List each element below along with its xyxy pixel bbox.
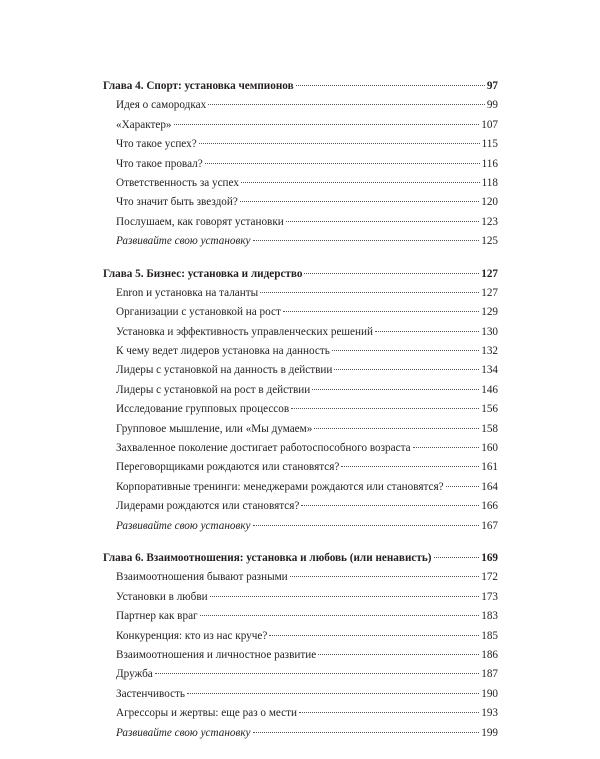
page-number: 125 xyxy=(481,235,498,248)
dot-leader xyxy=(210,596,480,597)
entry-title: Корпоративные тренинги: менеджерами рождаются или становятся? xyxy=(116,480,444,493)
dot-leader xyxy=(375,331,479,332)
page-number: 173 xyxy=(481,590,498,603)
dot-leader xyxy=(332,350,479,351)
page-number: 160 xyxy=(481,442,498,455)
dot-leader xyxy=(253,240,480,241)
toc-entry[interactable] xyxy=(103,138,498,157)
dot-leader xyxy=(304,273,479,274)
dot-leader xyxy=(199,143,480,144)
entry-title: Захваленное поколение достигает работоспособного возраста xyxy=(116,442,411,455)
entry-title: Глава 6. Взаимоотношения: установка и любовь (или ненависть) xyxy=(103,551,432,564)
entry-title: Установки в любви xyxy=(116,590,208,603)
page-number: 199 xyxy=(481,726,498,739)
toc-entry[interactable] xyxy=(103,481,498,500)
dot-leader xyxy=(296,85,485,86)
toc-entry[interactable] xyxy=(103,423,498,442)
toc-entry[interactable] xyxy=(103,649,498,668)
toc-entry[interactable] xyxy=(103,99,498,118)
entry-title: Переговорщиками рождаются или становятся? xyxy=(116,461,340,474)
dot-leader xyxy=(334,369,479,370)
page-number: 116 xyxy=(481,157,498,170)
entry-title: Что значит быть звездой? xyxy=(116,196,238,209)
toc-entry[interactable] xyxy=(103,235,498,254)
toc-entry[interactable] xyxy=(103,688,498,707)
dot-leader xyxy=(283,311,479,312)
entry-title: Взаимоотношения бывают разными xyxy=(116,571,288,584)
page-number: 164 xyxy=(481,480,498,493)
toc-entry[interactable] xyxy=(103,306,498,325)
dot-leader xyxy=(253,525,480,526)
dot-leader xyxy=(240,201,479,202)
entry-title: Конкуренция: кто из нас круче? xyxy=(116,629,268,642)
toc-entry[interactable] xyxy=(103,707,498,726)
entry-title: Идея о самородках xyxy=(116,99,207,112)
entry-title: Агрессоры и жертвы: еще раз о мести xyxy=(116,707,297,720)
page-number: 127 xyxy=(481,286,498,299)
toc-entry[interactable] xyxy=(103,287,498,306)
dot-leader xyxy=(253,732,480,733)
page-number: 190 xyxy=(481,687,498,700)
entry-title: Ответственность за успех xyxy=(116,176,239,189)
dot-leader xyxy=(286,221,479,222)
toc-entry[interactable] xyxy=(103,668,498,687)
entry-title: Застенчивость xyxy=(116,687,186,700)
page-number: 156 xyxy=(481,403,498,416)
entry-title: «Характер» xyxy=(116,118,172,131)
toc-entry[interactable] xyxy=(103,442,498,461)
toc-entry[interactable] xyxy=(103,571,498,590)
toc-entry[interactable] xyxy=(103,119,498,138)
toc-entry[interactable] xyxy=(103,591,498,610)
dot-leader xyxy=(446,486,480,487)
entry-title: Групповое мышление, или «Мы думаем» xyxy=(116,422,313,435)
dot-leader xyxy=(299,712,479,713)
page-number: 115 xyxy=(481,138,498,151)
page-number: 134 xyxy=(481,364,498,377)
toc-entry[interactable] xyxy=(103,610,498,629)
entry-title: Enron и установка на таланты xyxy=(116,286,259,299)
chapter-heading[interactable] xyxy=(103,80,498,99)
toc-entry[interactable] xyxy=(103,326,498,345)
toc-entry[interactable] xyxy=(103,196,498,215)
page-number: 183 xyxy=(481,610,498,623)
entry-title: Исследование групповых процессов xyxy=(116,403,290,416)
page-number: 118 xyxy=(481,176,498,189)
dot-leader xyxy=(174,124,480,125)
dot-leader xyxy=(187,693,479,694)
toc-entry[interactable] xyxy=(103,364,498,383)
entry-title: Организации с установкой на рост xyxy=(116,306,281,319)
chapter-heading[interactable] xyxy=(103,552,498,571)
dot-leader xyxy=(200,615,480,616)
chapter-section xyxy=(103,268,498,539)
dot-leader xyxy=(318,654,479,655)
toc-entry[interactable] xyxy=(103,403,498,422)
page-number: 99 xyxy=(486,99,498,112)
entry-title: Глава 4. Спорт: установка чемпионов xyxy=(103,80,294,92)
page-number: 97 xyxy=(486,80,498,92)
entry-title: Партнер как враг xyxy=(116,610,198,623)
page-number: 120 xyxy=(481,196,498,209)
entry-title: К чему ведет лидеров установка на данность xyxy=(116,345,330,358)
dot-leader xyxy=(260,292,479,293)
page-number: 127 xyxy=(481,267,498,280)
toc-entry[interactable] xyxy=(103,630,498,649)
table-of-contents xyxy=(103,80,498,759)
chapter-heading[interactable] xyxy=(103,268,498,287)
page-number: 132 xyxy=(481,345,498,358)
dot-leader xyxy=(312,389,479,390)
page-number: 161 xyxy=(481,461,498,474)
page-number: 169 xyxy=(481,551,498,564)
page-number: 158 xyxy=(481,422,498,435)
page-number: 166 xyxy=(481,500,498,513)
dot-leader xyxy=(413,447,480,448)
dot-leader xyxy=(205,163,480,164)
dot-leader xyxy=(314,428,479,429)
page-number: 193 xyxy=(481,707,498,720)
toc-entry[interactable] xyxy=(103,384,498,403)
dot-leader xyxy=(291,408,479,409)
entry-title: Развивайте свою установку xyxy=(116,235,251,248)
dot-leader xyxy=(155,673,479,674)
dot-leader xyxy=(241,182,480,183)
toc-entry[interactable] xyxy=(103,216,498,235)
toc-entry[interactable] xyxy=(103,500,498,519)
toc-entry[interactable] xyxy=(103,727,498,746)
entry-title: Взаимоотношения и личностное развитие xyxy=(116,648,317,661)
dot-leader xyxy=(208,104,485,105)
chapter-section xyxy=(103,552,498,746)
entry-title: Дружба xyxy=(116,668,153,681)
dot-leader xyxy=(341,466,479,467)
page-number: 129 xyxy=(481,306,498,319)
entry-title: Лидеры с установкой на данность в действии xyxy=(116,364,333,377)
page-number: 146 xyxy=(481,383,498,396)
entry-title: Развивайте свою установку xyxy=(116,519,251,532)
entry-title: Развивайте свою установку xyxy=(116,726,251,739)
dot-leader xyxy=(434,557,480,558)
page-number: 185 xyxy=(481,629,498,642)
toc-entry[interactable] xyxy=(103,520,498,539)
dot-leader xyxy=(301,505,479,506)
page-number: 186 xyxy=(481,648,498,661)
dot-leader xyxy=(290,576,480,577)
dot-leader xyxy=(269,635,479,636)
toc-entry[interactable] xyxy=(103,345,498,364)
page-number: 167 xyxy=(481,519,498,532)
entry-title: Что такое успех? xyxy=(116,138,197,151)
toc-entry[interactable] xyxy=(103,158,498,177)
page-number: 123 xyxy=(481,215,498,228)
entry-title: Что такое провал? xyxy=(116,157,203,170)
toc-entry[interactable] xyxy=(103,461,498,480)
entry-title: Установка и эффективность управленческих решений xyxy=(116,325,373,338)
page-number: 107 xyxy=(481,118,498,131)
page-number: 187 xyxy=(481,668,498,681)
toc-entry[interactable] xyxy=(103,177,498,196)
entry-title: Послушаем, как говорят установки xyxy=(116,215,284,228)
entry-title: Глава 5. Бизнес: установка и лидерство xyxy=(103,267,303,280)
page-number: 172 xyxy=(481,571,498,584)
entry-title: Лидеры с установкой на рост в действии xyxy=(116,383,311,396)
page-number: 130 xyxy=(481,325,498,338)
entry-title: Лидерами рождаются или становятся? xyxy=(116,500,300,513)
chapter-section xyxy=(103,80,498,255)
